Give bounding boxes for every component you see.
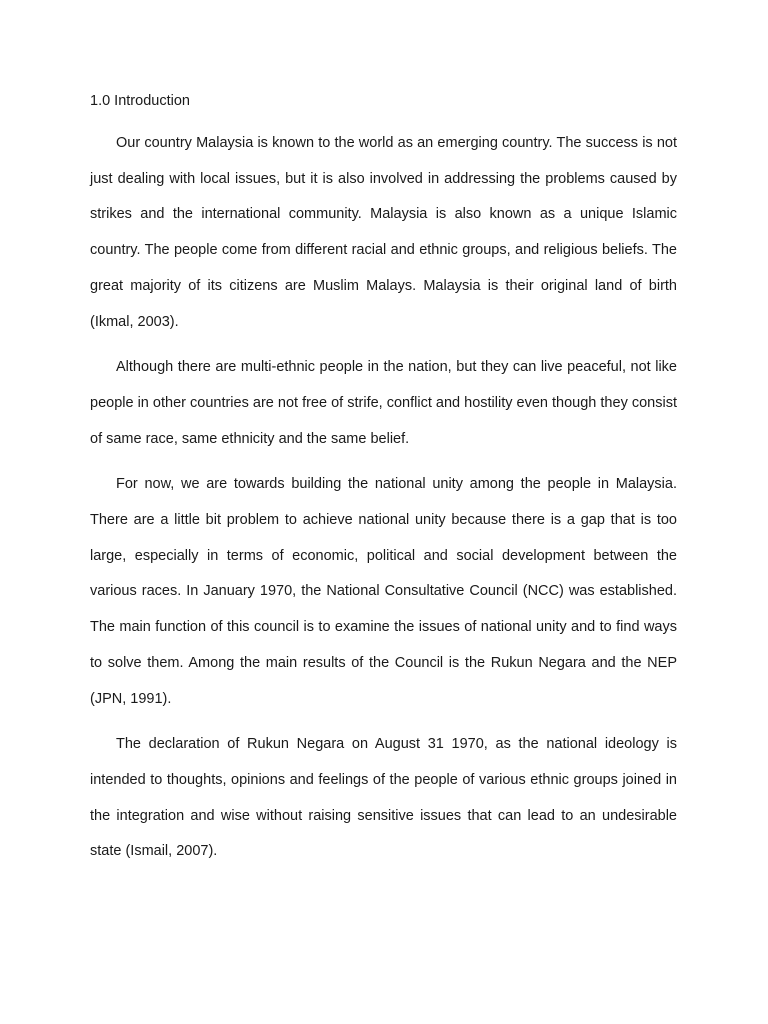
section-heading: 1.0 Introduction — [90, 93, 190, 109]
document-page — [90, 91, 677, 880]
paragraph-1: Our country Malaysia is known to the world as an emerging country. The success is not just dealing with local issues, but it is also involved in addressing the problems caused by strikes and the international community. Malaysia is also known as a unique Islamic country. The people come from different racial and ethnic groups, and religious beliefs. The great majority of its citizens are Muslim Malays. Malaysia is their original land of birth (Ikmal, 2003). — [90, 135, 677, 330]
paragraph-4: The declaration of Rukun Negara on August 31 1970, as the national ideology is intended to thoughts, opinions and feelings of the people of various ethnic groups joined in the integration and wise without raising sensitive issues that can lead to an undesirable state (Ismail, 2007). — [90, 736, 677, 860]
paragraph-2: Although there are multi-ethnic people in the nation, but they can live peaceful, not like people in other countries are not free of strife, conflict and hostility even though they consist of same race, same ethnicity and the same belief. — [90, 359, 677, 447]
paragraph-3: For now, we are towards building the national unity among the people in Malaysia. There are a little bit problem to achieve national unity because there is a gap that is too large, especially in terms of economic, political and social development between the various races. In January 1970, the National Consultative Council (NCC) was established. The main function of this council is to examine the issues of national unity and to find ways to solve them. Among the main results of the Council is the Rukun Negara and the NEP (JPN, 1991). — [90, 476, 677, 707]
